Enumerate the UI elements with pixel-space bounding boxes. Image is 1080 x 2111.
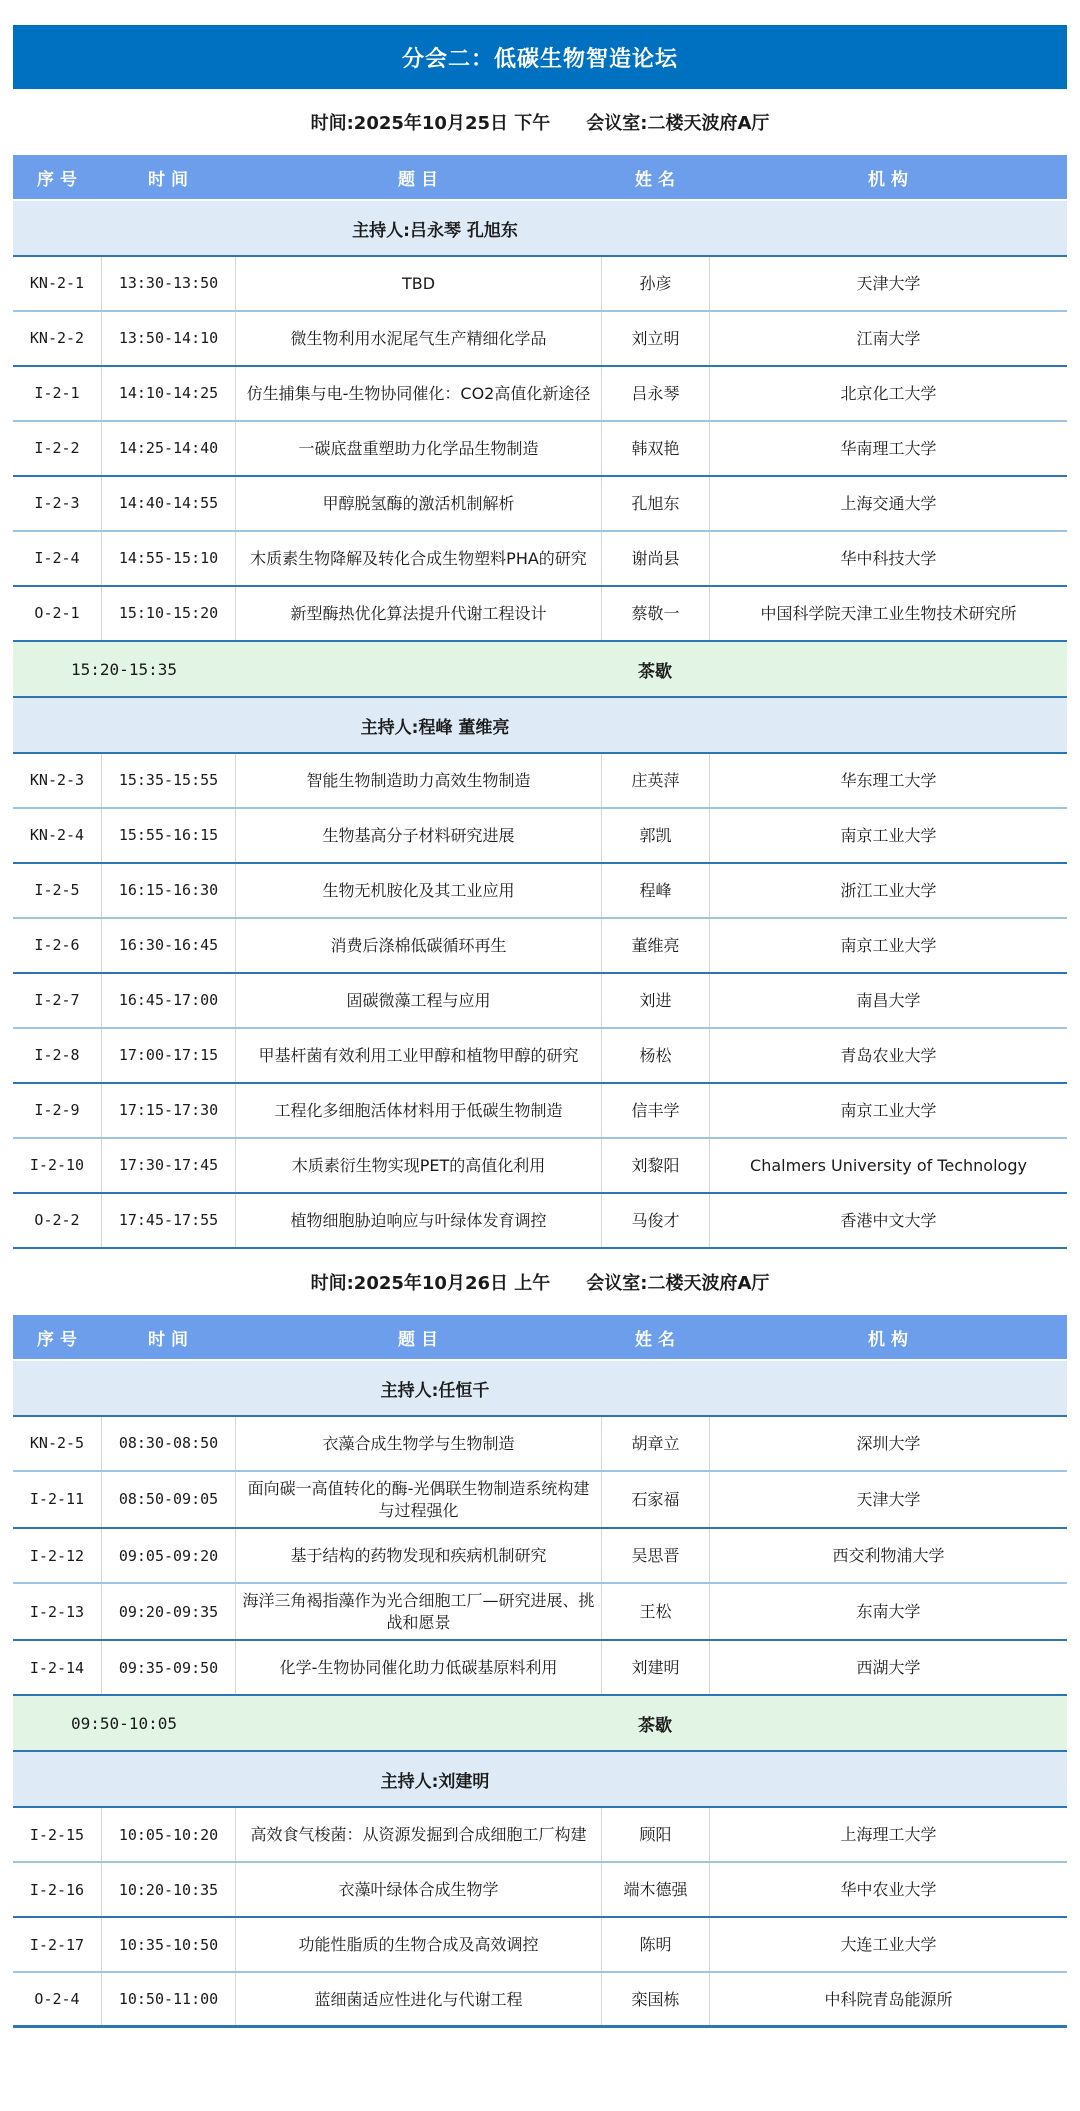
talk-time-cell: 17:30-17:45 (101, 1139, 235, 1192)
talk-id-cell: KN-2-1 (29, 274, 85, 293)
talk-org-cell: 江南大学 (709, 312, 1067, 365)
talk-id-cell: I-2-9 (34, 1101, 80, 1120)
talk-title-cell: 智能生物制造助力高效生物制造 (235, 754, 601, 807)
column-header-3: 题 目 (398, 1329, 438, 1350)
talk-row (13, 532, 1067, 587)
talk-speaker-cell: 顾阳 (601, 1808, 709, 1861)
column-header-5: 机 构 (868, 1329, 908, 1350)
talk-title-cell: 消费后涤棉低碳循环再生 (235, 919, 601, 972)
talk-id-cell: KN-2-2 (29, 329, 85, 348)
talk-row (13, 1863, 1067, 1918)
moderator-label: 主持人:程峰 董维亮 (360, 717, 510, 738)
talk-time-cell: 10:35-10:50 (101, 1918, 235, 1971)
talk-id-cell: I-2-1 (34, 384, 80, 403)
talk-title-cell: 固碳微藻工程与应用 (235, 974, 601, 1027)
talk-time-cell: 13:30-13:50 (101, 257, 235, 310)
talk-id-cell: KN-2-3 (29, 771, 85, 790)
talk-org-cell: 上海交通大学 (709, 477, 1067, 530)
talk-time-cell: 13:50-14:10 (101, 312, 235, 365)
talk-id-cell: I-2-16 (29, 1880, 85, 1899)
talk-org-cell: 上海理工大学 (709, 1808, 1067, 1861)
talk-org-cell: 大连工业大学 (709, 1918, 1067, 1971)
talk-time-cell: 17:15-17:30 (101, 1084, 235, 1137)
talk-id-cell: I-2-15 (29, 1825, 85, 1844)
talk-title-cell: 基于结构的药物发现和疾病机制研究 (235, 1529, 601, 1582)
talk-row (13, 587, 1067, 642)
talk-speaker-cell: 信丰学 (601, 1084, 709, 1137)
talk-org-cell: 北京化工大学 (709, 367, 1067, 420)
talk-speaker-cell: 刘进 (601, 974, 709, 1027)
talk-org-cell: 天津大学 (709, 1472, 1067, 1527)
talk-row (13, 1973, 1067, 2028)
talk-row (13, 1194, 1067, 1249)
forum-title-bar (13, 25, 1067, 89)
talk-org-cell: 香港中文大学 (709, 1194, 1067, 1247)
talk-org-cell: 中科院青岛能源所 (709, 1973, 1067, 2025)
talk-title-cell: 甲醇脱氢酶的激活机制解析 (235, 477, 601, 530)
talk-id-cell: I-2-12 (29, 1546, 85, 1565)
talk-id-cell: KN-2-4 (29, 826, 85, 845)
session-time-label: 时间:2025年10月26日 上午 (310, 1273, 551, 1294)
talk-org-cell: 华中农业大学 (709, 1863, 1067, 1916)
talk-time-cell: 10:50-11:00 (101, 1973, 235, 2025)
talk-speaker-cell: 刘立明 (601, 312, 709, 365)
talk-row (13, 1529, 1067, 1584)
talk-row (13, 257, 1067, 312)
talk-row (13, 367, 1067, 422)
talk-title-cell: 衣藻合成生物学与生物制造 (235, 1417, 601, 1470)
tea-break-time: 09:50-10:05 (71, 1713, 177, 1733)
talk-row (13, 1584, 1067, 1641)
talk-row (13, 1417, 1067, 1472)
talk-id-cell: I-2-4 (34, 549, 80, 568)
talk-title-cell: 微生物利用水泥尾气生产精细化学品 (235, 312, 601, 365)
talk-org-cell: 天津大学 (709, 257, 1067, 310)
column-header-1: 序 号 (37, 169, 77, 190)
talk-title-cell: 一碳底盘重塑助力化学品生物制造 (235, 422, 601, 475)
talk-time-cell: 09:20-09:35 (101, 1584, 235, 1639)
talk-row (13, 1808, 1067, 1863)
talk-time-cell: 10:20-10:35 (101, 1863, 235, 1916)
tea-break-label: 茶歇 (638, 661, 672, 682)
talk-time-cell: 08:50-09:05 (101, 1472, 235, 1527)
moderator-label: 主持人:任恒千 (380, 1380, 490, 1401)
talk-org-cell: 青岛农业大学 (709, 1029, 1067, 1082)
talk-title-cell: 化学-生物协同催化助力低碳基原料利用 (235, 1641, 601, 1694)
talk-id-cell: O-2-4 (34, 1990, 80, 2009)
moderator-row (13, 1361, 1067, 1417)
schedule-table (13, 25, 1067, 2028)
moderator-row (13, 698, 1067, 754)
talk-time-cell: 14:25-14:40 (101, 422, 235, 475)
talk-speaker-cell: 刘建明 (601, 1641, 709, 1694)
moderator-label: 主持人:刘建明 (380, 1771, 490, 1792)
talk-row (13, 1918, 1067, 1973)
talk-time-cell: 15:35-15:55 (101, 754, 235, 807)
talk-time-cell: 14:40-14:55 (101, 477, 235, 530)
talk-org-cell: 南昌大学 (709, 974, 1067, 1027)
talk-id-cell: I-2-2 (34, 439, 80, 458)
talk-row (13, 312, 1067, 367)
column-header-1: 序 号 (37, 1329, 77, 1350)
forum-title: 分会二：低碳生物智造论坛 (401, 46, 678, 72)
talk-org-cell: 南京工业大学 (709, 809, 1067, 862)
talk-title-cell: 海洋三角褐指藻作为光合细胞工厂—研究进展、挑战和愿景 (235, 1584, 601, 1639)
talk-title-cell: 木质素生物降解及转化合成生物塑料PHA的研究 (235, 532, 601, 585)
talk-org-cell: 华中科技大学 (709, 532, 1067, 585)
talk-org-cell: 东南大学 (709, 1584, 1067, 1639)
talk-id-cell: I-2-13 (29, 1602, 85, 1621)
talk-title-cell: 新型酶热优化算法提升代谢工程设计 (235, 587, 601, 640)
talk-speaker-cell: 郭凯 (601, 809, 709, 862)
column-header-2: 时 间 (148, 169, 188, 190)
talk-id-cell: I-2-8 (34, 1046, 80, 1065)
talk-org-cell: 西湖大学 (709, 1641, 1067, 1694)
talk-time-cell: 15:55-16:15 (101, 809, 235, 862)
moderator-label: 主持人:吕永琴 孔旭东 (352, 220, 518, 241)
talk-row (13, 864, 1067, 919)
talk-title-cell: 木质素衍生物实现PET的高值化利用 (235, 1139, 601, 1192)
talk-id-cell: I-2-6 (34, 936, 80, 955)
talk-row (13, 1029, 1067, 1084)
session-info-row (13, 89, 1067, 155)
talk-title-cell: 工程化多细胞活体材料用于低碳生物制造 (235, 1084, 601, 1137)
column-header-3: 题 目 (398, 169, 438, 190)
tea-break-label: 茶歇 (638, 1715, 672, 1736)
moderator-row (13, 1752, 1067, 1808)
talk-id-cell: I-2-10 (29, 1156, 85, 1175)
talk-time-cell: 08:30-08:50 (101, 1417, 235, 1470)
talk-title-cell: 高效食气梭菌：从资源发掘到合成细胞工厂构建 (235, 1808, 601, 1861)
talk-time-cell: 17:00-17:15 (101, 1029, 235, 1082)
talk-row (13, 1139, 1067, 1194)
session-info-row (13, 1249, 1067, 1315)
talk-org-cell: 深圳大学 (709, 1417, 1067, 1470)
column-header-5: 机 构 (868, 169, 908, 190)
talk-title-cell: 面向碳一高值转化的酶-光偶联生物制造系统构建与过程强化 (235, 1472, 601, 1527)
talk-org-cell: 中国科学院天津工业生物技术研究所 (709, 587, 1067, 640)
talk-id-cell: I-2-14 (29, 1658, 85, 1677)
talk-org-cell: 浙江工业大学 (709, 864, 1067, 917)
talk-id-cell: I-2-5 (34, 881, 80, 900)
talk-time-cell: 14:55-15:10 (101, 532, 235, 585)
tea-break-time: 15:20-15:35 (71, 659, 177, 679)
session-room-label: 会议室:二楼天波府A厅 (586, 113, 770, 134)
talk-speaker-cell: 杨松 (601, 1029, 709, 1082)
talk-id-cell: I-2-17 (29, 1935, 85, 1954)
talk-id-cell: O-2-1 (34, 604, 80, 623)
talk-speaker-cell: 石家福 (601, 1472, 709, 1527)
talk-title-cell: 甲基杆菌有效利用工业甲醇和植物甲醇的研究 (235, 1029, 601, 1082)
tea-break-row (13, 642, 1067, 698)
talk-org-cell: 南京工业大学 (709, 919, 1067, 972)
talk-speaker-cell: 胡章立 (601, 1417, 709, 1470)
talk-id-cell: I-2-3 (34, 494, 80, 513)
talk-row (13, 754, 1067, 809)
talk-title-cell: TBD (235, 257, 601, 310)
talk-row (13, 1084, 1067, 1139)
column-header-4: 姓 名 (635, 169, 675, 190)
talk-id-cell: I-2-11 (29, 1490, 85, 1509)
talk-speaker-cell: 王松 (601, 1584, 709, 1639)
column-header-row (13, 155, 1067, 201)
talk-row (13, 809, 1067, 864)
talk-id-cell: KN-2-5 (29, 1434, 85, 1453)
talk-org-cell: 南京工业大学 (709, 1084, 1067, 1137)
talk-row (13, 974, 1067, 1029)
talk-title-cell: 蓝细菌适应性进化与代谢工程 (235, 1973, 601, 2025)
talk-time-cell: 15:10-15:20 (101, 587, 235, 640)
talk-id-cell: I-2-7 (34, 991, 80, 1010)
talk-time-cell: 16:45-17:00 (101, 974, 235, 1027)
session-time-label: 时间:2025年10月25日 下午 (310, 113, 551, 134)
talk-row (13, 919, 1067, 974)
talk-speaker-cell: 谢尚县 (601, 532, 709, 585)
talk-speaker-cell: 韩双艳 (601, 422, 709, 475)
talk-title-cell: 生物无机胺化及其工业应用 (235, 864, 601, 917)
tea-break-row (13, 1696, 1067, 1752)
talk-speaker-cell: 蔡敬一 (601, 587, 709, 640)
talk-row (13, 422, 1067, 477)
talk-speaker-cell: 刘黎阳 (601, 1139, 709, 1192)
talk-speaker-cell: 孙彦 (601, 257, 709, 310)
talk-speaker-cell: 吴思晋 (601, 1529, 709, 1582)
talk-id-cell: O-2-2 (34, 1211, 80, 1230)
talk-time-cell: 09:05-09:20 (101, 1529, 235, 1582)
talk-speaker-cell: 孔旭东 (601, 477, 709, 530)
talk-title-cell: 植物细胞胁迫响应与叶绿体发育调控 (235, 1194, 601, 1247)
moderator-row (13, 201, 1067, 257)
talk-title-cell: 仿生捕集与电-生物协同催化：CO2高值化新途径 (235, 367, 601, 420)
column-header-row (13, 1315, 1067, 1361)
talk-time-cell: 14:10-14:25 (101, 367, 235, 420)
talk-speaker-cell: 马俊才 (601, 1194, 709, 1247)
talk-speaker-cell: 栾国栋 (601, 1973, 709, 2025)
talk-title-cell: 功能性脂质的生物合成及高效调控 (235, 1918, 601, 1971)
talk-time-cell: 17:45-17:55 (101, 1194, 235, 1247)
talk-speaker-cell: 程峰 (601, 864, 709, 917)
talk-row (13, 1472, 1067, 1529)
talk-row (13, 1641, 1067, 1696)
talk-speaker-cell: 庄英萍 (601, 754, 709, 807)
talk-speaker-cell: 董维亮 (601, 919, 709, 972)
talk-org-cell: 华东理工大学 (709, 754, 1067, 807)
talk-speaker-cell: 吕永琴 (601, 367, 709, 420)
talk-title-cell: 衣藻叶绿体合成生物学 (235, 1863, 601, 1916)
talk-title-cell: 生物基高分子材料研究进展 (235, 809, 601, 862)
talk-speaker-cell: 端木德强 (601, 1863, 709, 1916)
talk-time-cell: 09:35-09:50 (101, 1641, 235, 1694)
talk-row (13, 477, 1067, 532)
talk-org-cell: Chalmers University of Technology (709, 1139, 1067, 1192)
talk-org-cell: 华南理工大学 (709, 422, 1067, 475)
talk-time-cell: 16:30-16:45 (101, 919, 235, 972)
session-room-label: 会议室:二楼天波府A厅 (586, 1273, 770, 1294)
talk-org-cell: 西交利物浦大学 (709, 1529, 1067, 1582)
column-header-2: 时 间 (148, 1329, 188, 1350)
talk-time-cell: 16:15-16:30 (101, 864, 235, 917)
talk-time-cell: 10:05-10:20 (101, 1808, 235, 1861)
talk-speaker-cell: 陈明 (601, 1918, 709, 1971)
column-header-4: 姓 名 (635, 1329, 675, 1350)
